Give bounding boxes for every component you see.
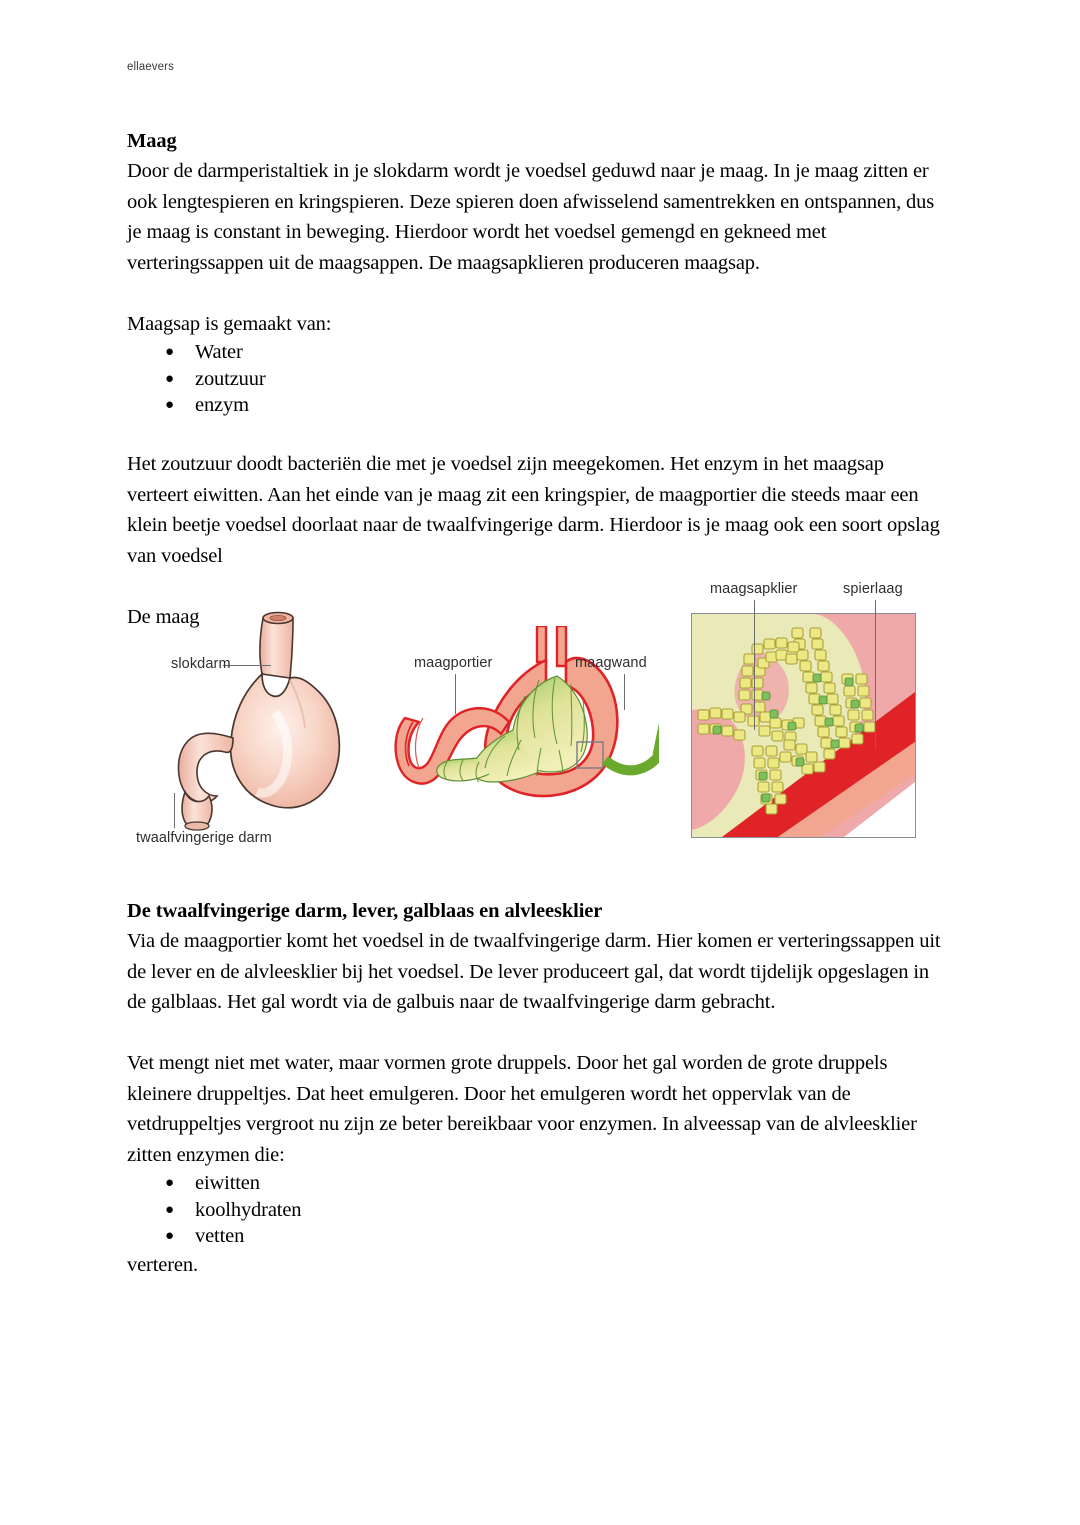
figure-label-maagsapklier: maagsapklier [710,581,798,597]
whole-stomach-illustration [147,600,387,840]
paragraph-spacer [127,419,945,450]
list-item [127,366,945,393]
list-item-label: enzym [195,394,249,416]
bullet-icon: ● [165,1175,174,1191]
bullet-icon: ● [165,397,174,413]
list-item-label: koolhydraten [195,1198,302,1221]
figure-label-slokdarm: slokdarm [171,656,231,672]
figure-label-maagportier: maagportier [414,655,493,671]
document-content-lower [127,896,945,1280]
leader-line-maagwand [624,674,625,710]
figure-caption-de-maag: De maag [127,605,200,628]
list-intro-maagsap: Maagsap is gemaakt van: [127,312,332,335]
figure-label-spierlaag: spierlaag [843,581,903,597]
gastric-gland-inset-panel [691,613,916,838]
list-item [127,1197,945,1224]
list-maagsap-ingredients [127,339,945,419]
list-item-label: vetten [195,1225,245,1247]
list-item [127,339,945,366]
section-heading-maag: Maag [127,130,177,152]
gastric-gland-illustration [692,614,915,837]
list-item [127,1170,945,1197]
bullet-icon: ● [165,1228,174,1244]
paragraph-twaalfvingerige-darm: Via de maagportier komt het voedsel in de twaalfvingerige darm. Hier komen er verteringssappen uit de lever en de alvleesklier bij het voedsel. De lever produceert gal, dat wordt tijdelijk opgeslagen in de galblaas. Het gal wordt via de galbuis naar de twaalfvingerige darm gebracht. [127,930,941,1013]
leader-line-maagportier [455,674,456,714]
list-item-label: Water [195,341,243,363]
section-heading-twaalfvingerige-darm: De twaalfvingerige darm, lever, galblaas en alvleesklier [127,900,603,922]
leader-line-maagsapklier [754,600,755,730]
paragraph-verteren: verteren. [127,1253,198,1276]
paragraph-maag-intro: Door de darmperistaltiek in je slokdarm wordt je voedsel geduwd naar je maag. In je maag zitten er ook lengtespieren en kringspieren. Deze spieren doen afwisselend samentrekken en ontspannen, dus je maag is constant in beweging. Hierdoor wordt het voedsel gemengd en gekneed met verteringssappen uit de maagsappen. De maagsapklieren produceren maagsap. [127,160,935,274]
bullet-icon: ● [165,1201,174,1218]
leader-line-spierlaag [875,600,876,750]
list-item-label: zoutzuur [195,367,266,390]
list-item [127,392,945,419]
bullet-icon: ● [165,370,174,387]
list-item [127,1223,945,1250]
list-alvleessap-enzymen [127,1170,945,1250]
bullet-icon: ● [165,344,174,360]
paragraph-spacer [127,278,945,309]
leader-line-twaalfvingerige-darm [174,793,175,828]
paragraph-zoutzuur: Het zoutzuur doodt bacteriën die met je voedsel zijn meegekomen. Het enzym in het maagsap verteert eiwitten. Aan het einde van je maag zit een kringspier, de maagportier die steeds maar een klein beetje voedsel doorlaat naar de twaalfvingerige darm. Hierdoor is je maag ook een soort opslag van voedsel [127,453,940,567]
page-header-username: ellaevers [127,61,174,73]
paragraph-spacer [127,1018,945,1049]
list-item-label: eiwitten [195,1172,260,1194]
figure-label-twaalfvingerige-darm: twaalfvingerige darm [136,830,272,846]
paragraph-vet-emulgeren: Vet mengt niet met water, maar vormen grote druppels. Door het gal worden de grote druppels kleinere druppeltjes. Dat heet emulgeren. Door het emulgeren wordt het oppervlak van de vetdruppeltjes vergroot nu zijn ze beter bereikbaar voor enzymen. In alveessap van de alvleesklier zitten enzymen die: [127,1052,917,1166]
document-content [127,126,945,632]
figure-label-maagwand: maagwand [575,655,647,671]
stomach-anatomy-figure [127,578,945,858]
